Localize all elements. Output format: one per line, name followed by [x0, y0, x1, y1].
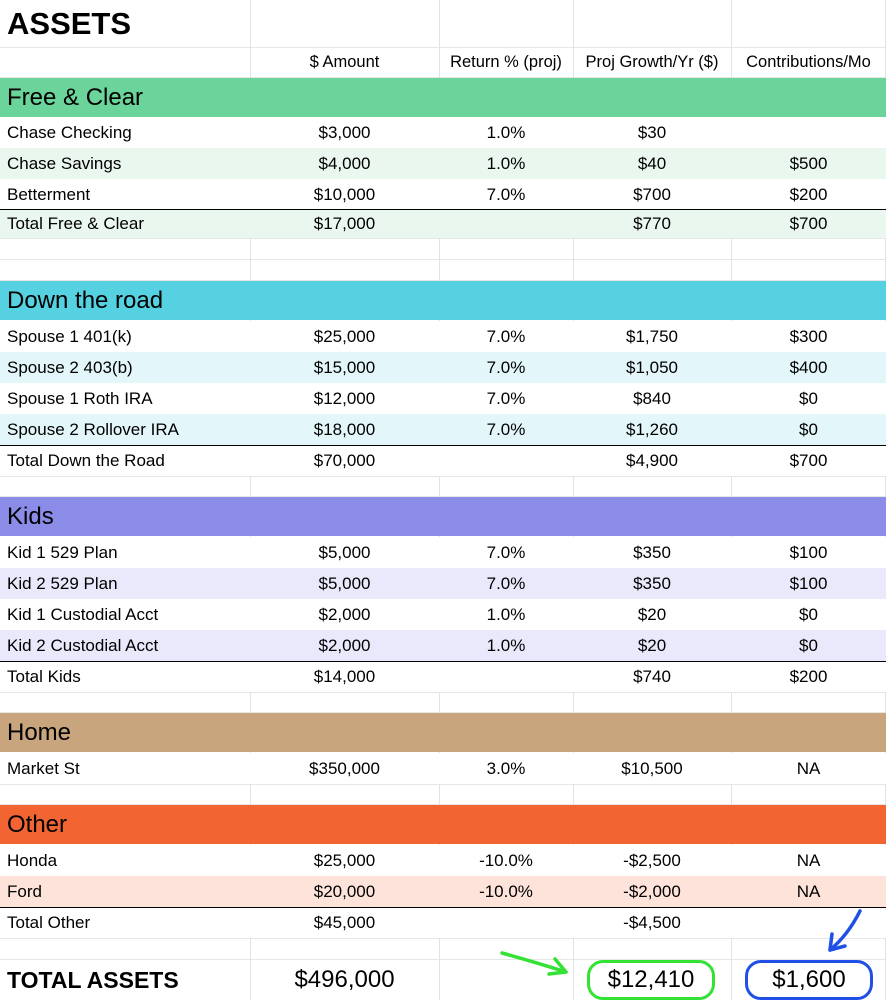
- cell-contributions: [731, 117, 886, 148]
- table-row: [0, 383, 886, 414]
- table-row: [0, 568, 886, 599]
- grand-total-growth: $12,410: [607, 966, 695, 993]
- cell-label: Market St: [7, 758, 80, 778]
- col-header-amount: $ Amount: [309, 52, 380, 71]
- gridline-horizontal: [0, 476, 886, 477]
- table-row: [0, 630, 886, 661]
- cell-amount: $18,000: [313, 419, 376, 439]
- grand-total-amount: $496,000: [294, 966, 395, 993]
- cell-label: Ford: [7, 881, 42, 901]
- cell-label: Kid 1 Custodial Acct: [7, 604, 159, 624]
- total-return: [439, 210, 573, 238]
- total-growth: $770: [633, 214, 671, 233]
- cell-contributions: $200: [789, 184, 828, 204]
- cell-label: Kid 2 Custodial Acct: [7, 635, 159, 655]
- table-row: [0, 537, 886, 568]
- cell-growth: -$2,500: [623, 850, 681, 870]
- cell-return: 7.0%: [486, 542, 526, 562]
- cell-amount: $25,000: [313, 326, 376, 346]
- cell-return: 3.0%: [486, 758, 526, 778]
- cell-contributions: $0: [799, 388, 818, 408]
- grand-total-label: TOTAL ASSETS: [7, 966, 179, 993]
- sheet-title: ASSETS: [7, 5, 132, 41]
- section-title: Down the road: [7, 286, 164, 314]
- cell-amount: $2,000: [318, 635, 371, 655]
- cell-contributions: $500: [789, 153, 828, 173]
- cell-growth: $1,050: [626, 357, 678, 377]
- cell-amount: $10,000: [313, 184, 376, 204]
- table-row: [0, 753, 886, 784]
- section-header-row: [0, 805, 886, 844]
- cell-growth: $1,260: [626, 419, 678, 439]
- cell-contributions: $0: [799, 635, 818, 655]
- cell-amount: $20,000: [313, 881, 376, 901]
- cell-return: 1.0%: [486, 122, 526, 142]
- cell-growth: $840: [633, 388, 671, 408]
- total-growth: -$4,500: [623, 913, 681, 932]
- cell-amount: $25,000: [313, 850, 376, 870]
- gridline-horizontal: [0, 692, 886, 693]
- cell-label: Honda: [7, 850, 58, 870]
- section-title: Free & Clear: [7, 83, 144, 111]
- cell-label: Spouse 1 401(k): [7, 326, 132, 346]
- col-header-growth: Proj Growth/Yr ($): [585, 52, 719, 71]
- total-label: Total Down the Road: [7, 451, 165, 470]
- total-amount: $17,000: [313, 214, 376, 233]
- cell-contributions: $400: [789, 357, 828, 377]
- table-row: [0, 876, 886, 907]
- cell-contributions: $100: [789, 573, 828, 593]
- table-row: [0, 117, 886, 148]
- cell-growth: $20: [637, 604, 667, 624]
- section-header-row: [0, 713, 886, 752]
- cell-growth: -$2,000: [623, 881, 681, 901]
- grand-total-contributions: $1,600: [772, 966, 846, 993]
- cell-growth: $350: [633, 542, 671, 562]
- cell-contributions: $0: [799, 604, 818, 624]
- table-row: [0, 148, 886, 179]
- table-row: [0, 599, 886, 630]
- cell-return: 1.0%: [486, 153, 526, 173]
- total-growth: $740: [633, 667, 671, 686]
- total-label: Total Free & Clear: [7, 214, 144, 233]
- col-header-contributions: Contributions/Mo: [746, 52, 871, 71]
- col-header-return: Return % (proj): [450, 52, 562, 71]
- section-header-row: [0, 497, 886, 536]
- total-contributions: $700: [789, 451, 828, 470]
- table-row: [0, 321, 886, 352]
- gridline-horizontal: [0, 938, 886, 939]
- cell-amount: $350,000: [309, 758, 380, 778]
- gridline-horizontal: [0, 238, 886, 239]
- section-header-row: [0, 78, 886, 117]
- total-return: [439, 908, 573, 938]
- cell-return: 1.0%: [486, 635, 526, 655]
- total-row: [0, 661, 886, 692]
- cell-return: 1.0%: [486, 604, 526, 624]
- total-return: [439, 662, 573, 692]
- total-label: Total Other: [7, 913, 91, 932]
- section-title: Other: [7, 810, 68, 838]
- title-row: [0, 0, 886, 47]
- cell-label: Chase Savings: [7, 153, 122, 173]
- section-title: Home: [7, 718, 72, 746]
- table-row: [0, 179, 886, 210]
- cell-return: -10.0%: [479, 881, 533, 901]
- total-row: [0, 445, 886, 476]
- cell-growth: $10,500: [621, 758, 683, 778]
- gridline-horizontal: [0, 259, 886, 260]
- cell-amount: $3,000: [318, 122, 371, 142]
- total-return: [439, 446, 573, 476]
- total-row: [0, 907, 886, 938]
- total-amount: $70,000: [313, 451, 376, 470]
- cell-amount: $12,000: [313, 388, 376, 408]
- section-header-row: [0, 281, 886, 320]
- cell-amount: $15,000: [313, 357, 376, 377]
- total-label: Total Kids: [7, 667, 81, 686]
- cell-growth: $30: [637, 122, 667, 142]
- total-row: [0, 209, 886, 238]
- gridline-horizontal: [0, 784, 886, 785]
- table-row: [0, 414, 886, 445]
- column-header-row: [0, 47, 886, 77]
- cell-return: 7.0%: [486, 357, 526, 377]
- cell-label: Betterment: [7, 184, 91, 204]
- cell-amount: $5,000: [318, 573, 371, 593]
- table-row: [0, 845, 886, 876]
- cell-amount: $5,000: [318, 542, 371, 562]
- cell-return: 7.0%: [486, 419, 526, 439]
- cell-label: Kid 1 529 Plan: [7, 542, 118, 562]
- cell-growth: $1,750: [626, 326, 678, 346]
- cell-label: Kid 2 529 Plan: [7, 573, 118, 593]
- cell-label: Chase Checking: [7, 122, 132, 142]
- cell-contributions: NA: [796, 758, 821, 778]
- cell-contributions: $300: [789, 326, 828, 346]
- cell-label: Spouse 1 Roth IRA: [7, 388, 153, 408]
- cell-amount: $4,000: [318, 153, 371, 173]
- cell-contributions: $100: [789, 542, 828, 562]
- cell-growth: $350: [633, 573, 671, 593]
- cell-growth: $700: [633, 184, 671, 204]
- total-contributions: $200: [789, 667, 828, 686]
- cell-label: Spouse 2 Rollover IRA: [7, 419, 179, 439]
- total-amount: $14,000: [313, 667, 376, 686]
- cell-return: 7.0%: [486, 388, 526, 408]
- cell-return: -10.0%: [479, 850, 533, 870]
- total-contributions: $700: [789, 214, 828, 233]
- total-amount: $45,000: [313, 913, 376, 932]
- cell-amount: $2,000: [318, 604, 371, 624]
- cell-return: 7.0%: [486, 326, 526, 346]
- cell-contributions: $0: [799, 419, 818, 439]
- total-growth: $4,900: [626, 451, 678, 470]
- cell-return: 7.0%: [486, 573, 526, 593]
- cell-contributions: NA: [796, 850, 821, 870]
- cell-return: 7.0%: [486, 184, 526, 204]
- cell-growth: $20: [637, 635, 667, 655]
- table-row: [0, 352, 886, 383]
- cell-label: Spouse 2 403(b): [7, 357, 133, 377]
- cell-growth: $40: [637, 153, 667, 173]
- cell-contributions: NA: [796, 881, 821, 901]
- section-title: Kids: [7, 502, 54, 530]
- total-contributions: [731, 908, 886, 938]
